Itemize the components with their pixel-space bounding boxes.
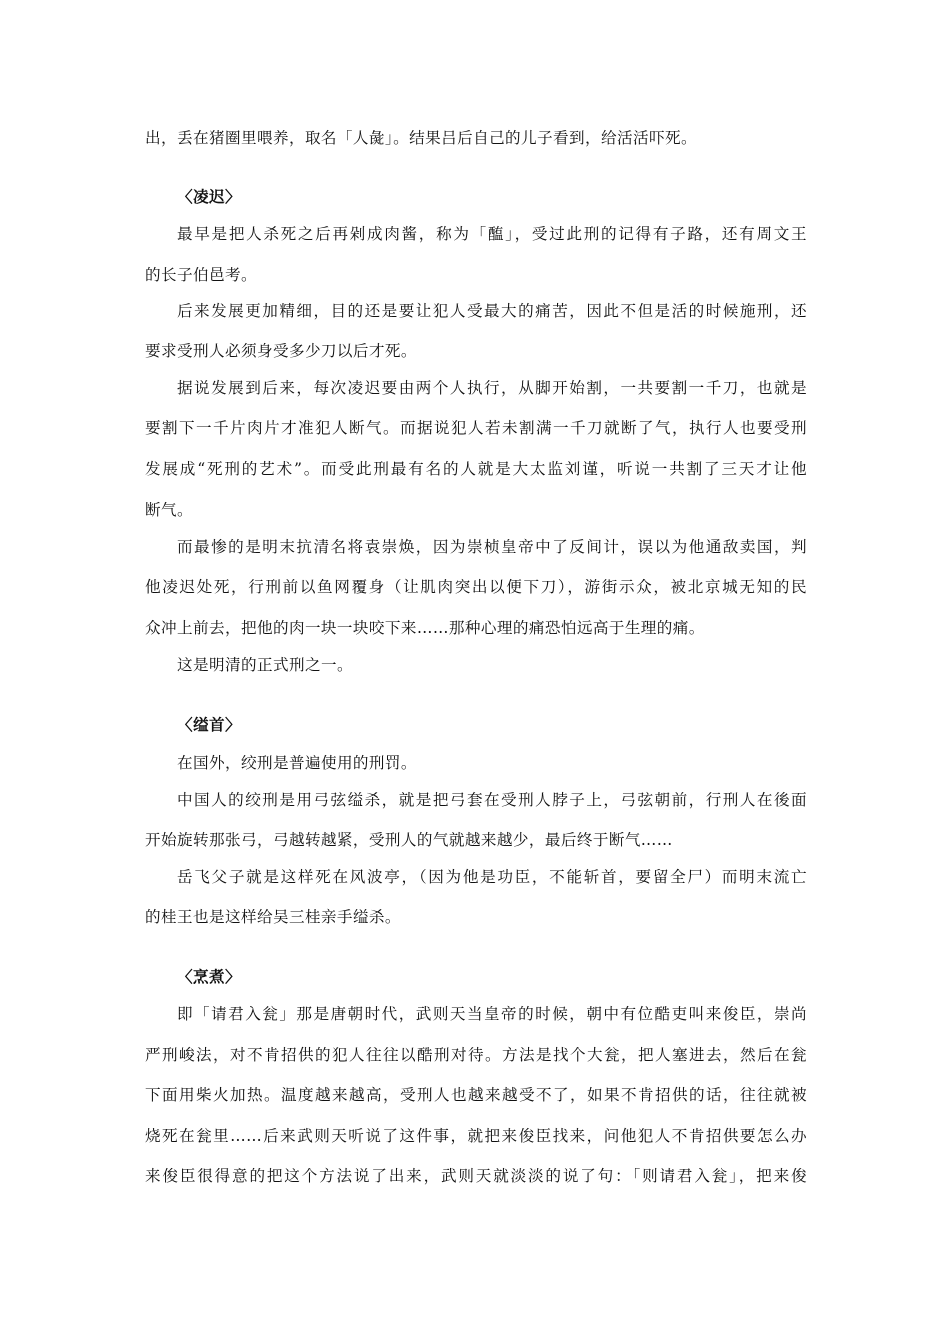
paragraph-line: 烧死在瓮里……后来武则天听说了这件事，就把来俊臣找来，问他犯人不肯招供要怎么办 xyxy=(145,1127,807,1145)
paragraph-line: 的长子伯邑考。 xyxy=(145,266,257,284)
paragraph-line: 他凌迟处死，行刑前以鱼网覆身（让肌肉突出以便下刀），游街示众，被北京城无知的民 xyxy=(145,578,807,596)
paragraph-line: 发展成“死刑的艺术”。而受此刑最有名的人就是大太监刘谨，听说一共割了三天才让他 xyxy=(145,460,807,478)
paragraph-line: 据说发展到后来，每次凌迟要由两个人执行，从脚开始割，一共要割一千刀，也就是 xyxy=(177,379,807,397)
paragraph-line: 断气。 xyxy=(145,501,193,519)
paragraph-line: 而最惨的是明末抗清名将袁崇焕，因为崇桢皇帝中了反间计，误以为他通敌卖国，判 xyxy=(177,538,807,556)
paragraph-line: 来俊臣很得意的把这个方法说了出来，武则天就淡淡的说了句：「则请君入瓮」，把来俊 xyxy=(145,1167,807,1185)
section-heading-lingchi: 〈凌迟〉 xyxy=(177,187,241,206)
paragraph-line: 岳飞父子就是这样死在风波亭，（因为他是功臣，不能斩首，要留全尸）而明末流亡 xyxy=(177,868,807,886)
paragraph-line: 开始旋转那张弓，弓越转越紧，受刑人的气就越来越少，最后终于断气…… xyxy=(145,831,673,849)
paragraph-line: 的桂王也是这样给吴三桂亲手缢杀。 xyxy=(145,908,401,926)
paragraph-line: 中国人的绞刑是用弓弦缢杀，就是把弓套在受刑人脖子上，弓弦朝前，行刑人在後面 xyxy=(177,791,807,809)
paragraph-line: 在国外，绞刑是普遍使用的刑罚。 xyxy=(177,754,417,772)
paragraph-line: 要割下一千片肉片才准犯人断气。而据说犯人若未割满一千刀就断了气，执行人也要受刑 xyxy=(145,419,807,437)
paragraph-line: 出，丢在猪圈里喂养，取名「人彘」。结果吕后自己的儿子看到，给活活吓死。 xyxy=(145,129,697,147)
section-heading-pengzhu: 〈烹煮〉 xyxy=(177,967,241,986)
paragraph-line: 要求受刑人必须身受多少刀以后才死。 xyxy=(145,342,417,360)
section-heading-yishou: 〈缢首〉 xyxy=(177,715,241,734)
paragraph-line: 严刑峻法，对不肯招供的犯人往往以酷刑对待。方法是找个大瓮，把人塞进去，然后在瓮 xyxy=(145,1046,807,1064)
paragraph-line: 众冲上前去，把他的肉一块一块咬下来……那种心理的痛恐怕远高于生理的痛。 xyxy=(145,619,705,637)
paragraph-line: 最早是把人杀死之后再剁成肉酱，称为「醢」，受过此刑的记得有子路，还有周文王 xyxy=(177,225,807,243)
paragraph-line: 即「请君入瓮」那是唐朝时代，武则天当皇帝的时候，朝中有位酷吏叫来俊臣，崇尚 xyxy=(177,1005,807,1023)
paragraph-line: 后来发展更加精细，目的还是要让犯人受最大的痛苦，因此不但是活的时候施刑，还 xyxy=(177,302,807,320)
paragraph-line: 下面用柴火加热。温度越来越高，受刑人也越来越受不了，如果不肯招供的话，往往就被 xyxy=(145,1086,807,1104)
paragraph-line: 这是明清的正式刑之一。 xyxy=(177,656,353,674)
